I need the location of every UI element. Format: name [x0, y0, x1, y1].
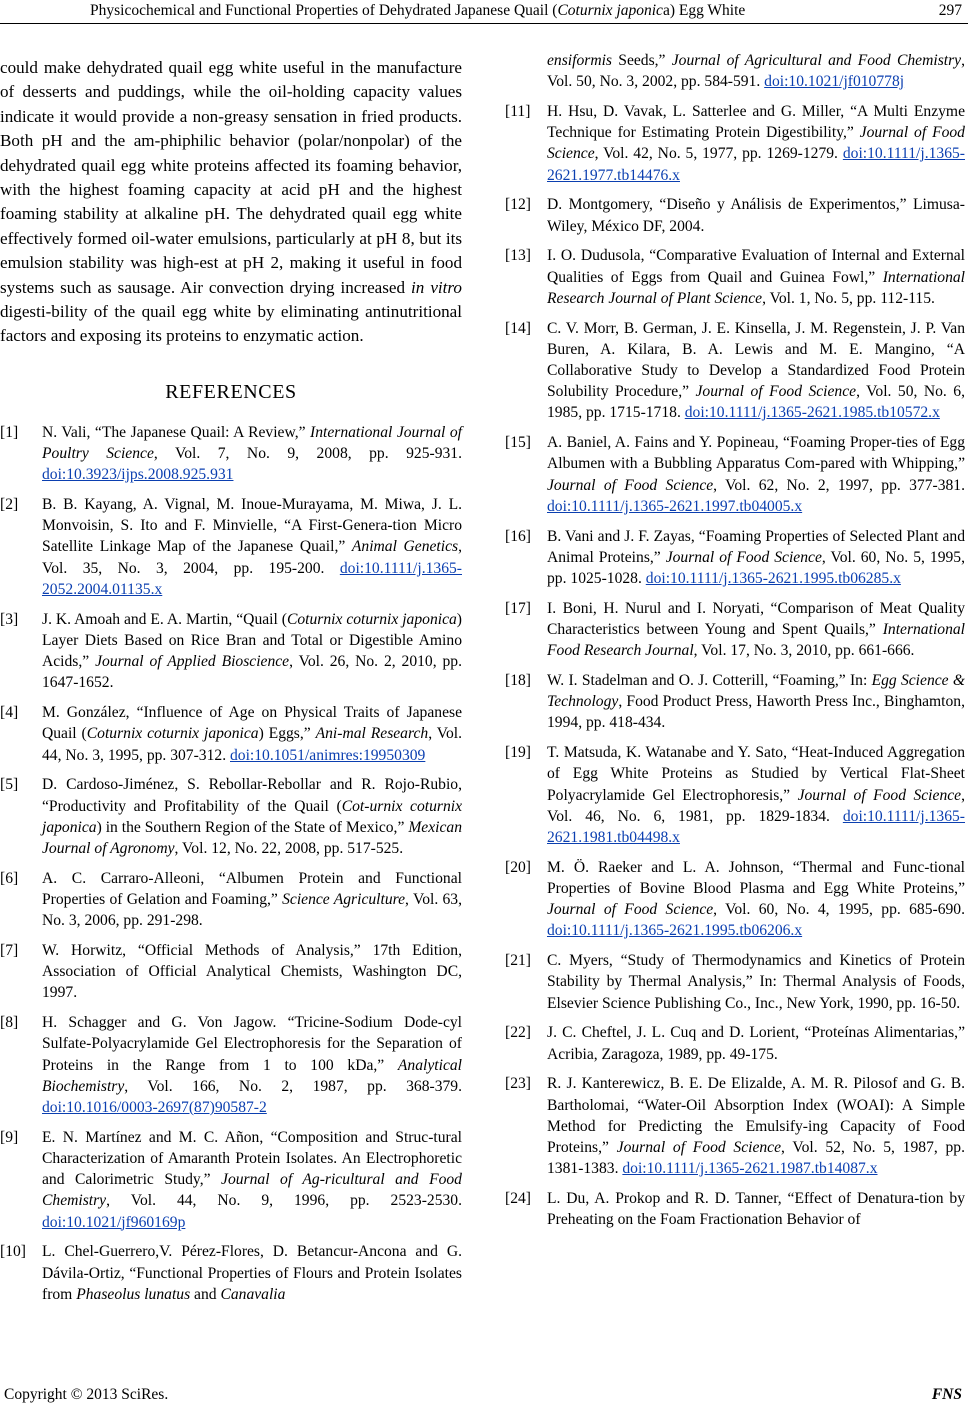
reference-text: J. K. Amoah and E. A. Martin, “Quail ( — [42, 610, 287, 628]
reference-number: [23] — [505, 1075, 531, 1093]
references-list-right — [505, 50, 965, 1230]
reference-number: [3] — [0, 610, 19, 628]
reference-text: H. Schagger and G. Von Jagow. “Tricine-Sodium Dode-cyl Sulfate-Polyacrylamide Gel Electrophoresis for the Separation of Proteins in the Range from 1 to 100 kDa,” — [42, 1014, 462, 1074]
reference-text: C. V. Morr, B. German, J. E. Kinsella, J. M. Regenstein, J. P. Van Buren, A. Kilara, B. A. Lewis and M. E. Mangino, “A Collaborative Study to Develop a Standardized Food Protein Solubility Procedure,” — [547, 319, 965, 401]
reference-text: , Vol. 35, No. 3, 2004, pp. 195-200. — [42, 538, 462, 577]
reference-item — [505, 857, 965, 942]
reference-number: [9] — [0, 1128, 19, 1146]
doi-link[interactable]: doi:10.1111/j.1365-2621.1995.tb06285.x — [645, 570, 901, 588]
doi-link[interactable]: doi:10.3923/ijps.2008.925.931 — [42, 466, 234, 484]
reference-text: Coturnix coturnix japonica — [86, 725, 259, 743]
reference-item — [505, 101, 965, 186]
reference-item — [0, 940, 462, 1004]
reference-text: , Vol. 44, No. 9, 1996, pp. 2523-2530. — [106, 1192, 462, 1210]
reference-number: [16] — [505, 527, 531, 545]
reference-item — [505, 1188, 965, 1230]
reference-text: ensiformis — [547, 52, 612, 69]
reference-item — [505, 526, 965, 590]
page-header — [0, 0, 968, 22]
reference-item — [505, 318, 965, 424]
reference-number: [14] — [505, 319, 531, 337]
reference-text: , Food Product Press, Haworth Press Inc., Binghamton, 1994, pp. 418-434. — [547, 693, 965, 732]
reference-number: [22] — [505, 1024, 531, 1042]
copyright-notice: Copyright © 2013 SciRes. — [4, 1386, 169, 1403]
reference-number: [21] — [505, 952, 531, 970]
doi-link[interactable]: doi:10.1111/j.1365-2621.1997.tb04005.x — [547, 497, 803, 515]
reference-item — [505, 432, 965, 517]
reference-item — [505, 194, 965, 236]
right-column — [505, 50, 965, 1239]
reference-text: Journal of Agricultural and Food Chemistry — [671, 52, 962, 69]
reference-text: A. Baniel, A. Fains and Y. Popineau, “Foaming Proper-ties of Egg Albumen with a Bubbling Apparatus Com-pared with Whipping,” — [547, 434, 965, 473]
reference-text: International Food Research Journal — [547, 621, 965, 660]
reference-text: , Vol. 12, No. 22, 2008, pp. 517-525. — [174, 839, 404, 857]
reference-text: Journal of Food Science — [547, 901, 714, 919]
reference-text: Journal of Ag-ricultural and Food Chemistry — [42, 1171, 462, 1210]
reference-number: [10] — [0, 1243, 26, 1261]
doi-link[interactable]: doi:10.1111/j.1365-2621.1981.tb04498.x — [547, 807, 965, 847]
reference-text: N. Vali, “The Japanese Quail: A Review,” — [42, 423, 311, 441]
reference-text: M. González, “Influence of Age on Physical Traits of Japanese Quail ( — [42, 704, 462, 743]
reference-item — [505, 1022, 965, 1064]
reference-item — [0, 1241, 462, 1305]
reference-number: [24] — [505, 1190, 531, 1208]
reference-text: C. Myers, “Study of Thermodynamics and Kinetics of Protein Stability by Thermal Analysis,” In: Thermal Analysis of Foods, Elsevier Science Publishing Co., Inc., New York, 1990, pp. 16-50. — [547, 952, 965, 1012]
reference-text: L. Du, A. Prokop and R. D. Tanner, “Effect of Denatura-tion by Preheating on the Foam Fractionation Behavior of — [547, 1190, 965, 1229]
reference-text: Journal of Applied Bioscience — [95, 653, 290, 671]
reference-item — [0, 609, 462, 694]
reference-item — [0, 1127, 462, 1233]
reference-text: International Research Journal of Plant Science — [547, 268, 965, 307]
reference-number: [7] — [0, 941, 19, 959]
reference-text: Journal of Food Science — [547, 124, 965, 163]
reference-text: Egg Science & Technology — [547, 672, 965, 711]
reference-text: Cot-urnix coturnix japonica — [42, 797, 462, 836]
reference-text: Journal of Food Science — [547, 476, 714, 494]
reference-item — [0, 774, 462, 859]
reference-text: , Vol. 50, No. 6, 1985, pp. 1715-1718. — [547, 383, 965, 422]
reference-item — [505, 245, 965, 309]
reference-text: Coturnix coturnix japonica — [286, 610, 457, 628]
reference-number: [18] — [505, 672, 531, 690]
reference-text: , Vol. 26, No. 2, 2010, pp. 1647-1652. — [42, 653, 462, 692]
reference-text: ) in the Southern Region of the State of Mexico,” — [96, 818, 409, 836]
reference-text: D. Montgomery, “Diseño y Análisis de Experimentos,” Limusa-Wiley, México DF, 2004. — [547, 196, 965, 235]
reference-text: , Vol. 63, No. 3, 2006, pp. 291-298. — [42, 890, 463, 930]
doi-link[interactable]: doi:10.1051/animres:19950309 — [230, 746, 426, 764]
doi-link[interactable]: doi:10.1111/j.1365-2052.2004.01135.x — [42, 559, 462, 598]
reference-text: , Vol. 42, No. 5, 1977, pp. 1269-1279. — [594, 145, 843, 163]
reference-item — [505, 950, 965, 1014]
reference-text: A. C. Carraro-Alleoni, “Albumen Protein and Functional Properties of Gelation and Foaming,” — [42, 869, 462, 908]
reference-text: , Vol. 1, No. 5, pp. 112-115. — [762, 289, 935, 307]
reference-item — [505, 50, 965, 92]
reference-text: I. O. Dudusola, “Comparative Evaluation of Internal and External Qualities of Eggs from Quail and Guinea Fowl,” — [547, 247, 965, 286]
reference-item — [0, 494, 462, 600]
reference-text: , Vol. 7, No. 9, 2008, pp. 925-931. — [153, 445, 462, 463]
reference-item — [0, 1012, 462, 1118]
reference-number: [13] — [505, 247, 531, 265]
reference-text: ) Layer Diets Based on Rice Bran and Total or Digestible Amino Acids,” — [42, 610, 462, 671]
reference-text: , Vol. 60, No. 5, 1995, pp. 1025-1028. — [547, 548, 965, 588]
reference-text: , Vol. 44, No. 3, 1995, pp. 307-312. — [42, 725, 462, 764]
reference-text: B. B. Kayang, A. Vignal, M. Inoue-Murayama, M. Miwa, J. L. Monvoisin, S. Ito and F. Minvielle, “A First-Genera-tion Micro Satellite Linkage Map of the Japanese Quail,” — [42, 496, 462, 556]
doi-link[interactable]: doi:10.1021/jf960169p — [42, 1213, 186, 1231]
reference-number: [1] — [0, 423, 19, 441]
reference-number: [2] — [0, 496, 19, 514]
doi-link[interactable]: doi:10.1111/j.1365-2621.1987.tb14087.x — [622, 1160, 878, 1178]
reference-text: B. Vani and J. F. Zayas, “Foaming Properties of Selected Plant and Animal Proteins,” — [547, 527, 965, 566]
reference-number: [17] — [505, 599, 531, 617]
reference-text: J. C. Cheftel, J. L. Cuq and D. Lorient, “Proteínas Alimentarias,” Acribia, Zaragoza, 1989, pp. 49-175. — [547, 1024, 965, 1063]
reference-item — [0, 702, 462, 766]
doi-link[interactable]: doi:10.1021/jf010778j — [764, 73, 905, 91]
reference-text: , Vol. 166, No. 2, 1987, pp. 368-379. — [124, 1077, 462, 1095]
reference-item — [505, 598, 965, 662]
reference-text: L. Chel-Guerrero,V. Pérez-Flores, D. Betancur-Ancona and G. Dávila-Ortiz, “Functional Properties of Flours and Protein Isolates from — [42, 1243, 462, 1303]
reference-text: Animal Genetics — [351, 538, 459, 556]
reference-number: [15] — [505, 434, 531, 452]
reference-text: Journal of Food Science — [797, 786, 962, 804]
reference-number: [11] — [505, 103, 531, 120]
reference-text: Mexican Journal of Agronomy — [42, 818, 462, 857]
reference-text: , Vol. 46, No. 6, 1981, pp. 1829-1834. — [547, 786, 965, 825]
reference-text: , Vol. 50, No. 3, 2002, pp. 584-591. — [547, 52, 965, 91]
doi-link[interactable]: doi:10.1111/j.1365-2621.1985.tb10572.x — [684, 404, 940, 422]
reference-text: Phaseolus lunatus — [76, 1285, 191, 1303]
running-title: Physicochemical and Functional Properties of Dehydrated Japanese Quail (Coturnix japonica) Egg White — [90, 2, 746, 19]
reference-number: [5] — [0, 776, 19, 794]
reference-text: M. Ö. Raeker and L. A. Johnson, “Thermal and Func-tional Properties of Bovine Blood Plasma and Egg White Proteins,” — [547, 858, 965, 898]
reference-number: [8] — [0, 1014, 19, 1032]
reference-text: R. J. Kanterewicz, B. E. De Elizalde, A. M. R. Pilosof and G. B. Bartholomai, “Water-Oil Absorption Index (WOAI): A Simple Method for Predicting the Emulsify-ing Capacity of Food Proteins,” — [547, 1075, 965, 1157]
doi-link[interactable]: doi:10.1111/j.1365-2621.1977.tb14476.x — [547, 145, 965, 184]
body-paragraph: could make dehydrated quail egg white useful in the manufacture of desserts and puddings, while the oil-holding capacity values indicate it would provide a non-greasy sensation in fried products. Both pH and the am-phiphilic behavior (polar/nonpolar) of the dehydrated quail egg white proteins affected its foaming behavior, with the highest foaming capacity at acid pH and the highest foaming stability at alkaline pH. The dehydrated quail egg white effectively formed oil-water emulsions, particularly at pH 8, but its emulsion stability was high-est at pH 2, making it useful in food systems such as sausage. Air convection drying increased in vitro digesti-bility of the quail egg white by eliminating antinutritional factors and exposing its proteins to enzymatic action. — [0, 58, 462, 346]
reference-number: [6] — [0, 869, 19, 887]
reference-item — [0, 422, 462, 486]
reference-item — [0, 868, 462, 932]
reference-number: [20] — [505, 858, 531, 876]
reference-text: W. Horwitz, “Official Methods of Analysis,” 17th Edition, Association of Official Analytical Chemists, Washington DC, 1997. — [42, 941, 462, 1002]
reference-text: Journal of Food Science — [695, 383, 857, 401]
reference-item — [505, 1073, 965, 1179]
reference-number: [4] — [0, 704, 19, 722]
reference-text: Science Agriculture — [282, 890, 406, 908]
doi-link[interactable]: doi:10.1111/j.1365-2621.1995.tb06206.x — [547, 922, 803, 940]
reference-text: E. N. Martínez and M. C. Añon, “Composition and Struc-tural Characterization of Amaranth Protein Isolates. An Electrophoretic and Calorimetric Study,” — [42, 1128, 462, 1189]
left-column — [0, 56, 462, 1314]
page-number: 297 — [938, 2, 962, 19]
references-heading: REFERENCES — [165, 380, 297, 403]
reference-text: Ani-mal Research — [315, 725, 429, 743]
reference-text: , Vol. 60, No. 4, 1995, pp. 685-690. — [713, 901, 965, 919]
reference-text: and — [190, 1285, 221, 1303]
reference-text: International Journal of Poultry Science — [42, 423, 462, 463]
reference-text: , Vol. 17, No. 3, 2010, pp. 661-666. — [693, 642, 915, 660]
reference-item — [505, 742, 965, 848]
doi-link[interactable]: doi:10.1016/0003-2697(87)90587-2 — [42, 1098, 267, 1116]
reference-number: [12] — [505, 196, 531, 214]
reference-text: Journal of Food Science — [616, 1139, 782, 1157]
references-list-left — [0, 422, 462, 1305]
reference-text: H. Hsu, D. Vavak, L. Satterlee and G. Miller, “A Multi Enzyme Technique for Estimating Protein Digestibility,” — [547, 103, 965, 142]
reference-text: Canavalia — [220, 1285, 286, 1303]
reference-text: D. Cardoso-Jiménez, S. Rebollar-Rebollar and R. Rojo-Rubio, “Productivity and Profitability of the Quail ( — [42, 776, 462, 815]
reference-text: , Vol. 52, No. 5, 1987, pp. 1381-1383. — [547, 1139, 965, 1178]
reference-text: W. I. Stadelman and O. J. Cotterill, “Foaming,” In: — [547, 672, 872, 690]
reference-item — [505, 670, 965, 734]
reference-number: [19] — [505, 744, 531, 762]
reference-text: ) Eggs,” — [258, 725, 316, 743]
reference-text: I. Boni, H. Nurul and I. Noryati, “Comparison of Meat Quality Characteristics between Young and Spent Quails,” — [547, 599, 965, 639]
reference-text: T. Matsuda, K. Watanabe and Y. Sato, “Heat-Induced Aggregation of Egg White Proteins as Studied by Vertical Flat-Sheet Polyacrylamide Gel Electrophoresis,” — [547, 744, 965, 804]
reference-text: Seeds,” — [611, 52, 672, 69]
reference-text: Analytical Biochemistry — [42, 1056, 462, 1095]
header-rule — [0, 23, 968, 24]
journal-abbrev: FNS — [931, 1386, 962, 1403]
reference-text: , Vol. 62, No. 2, 1997, pp. 377-381. — [713, 476, 965, 494]
reference-text: Journal of Food Science — [665, 548, 822, 566]
